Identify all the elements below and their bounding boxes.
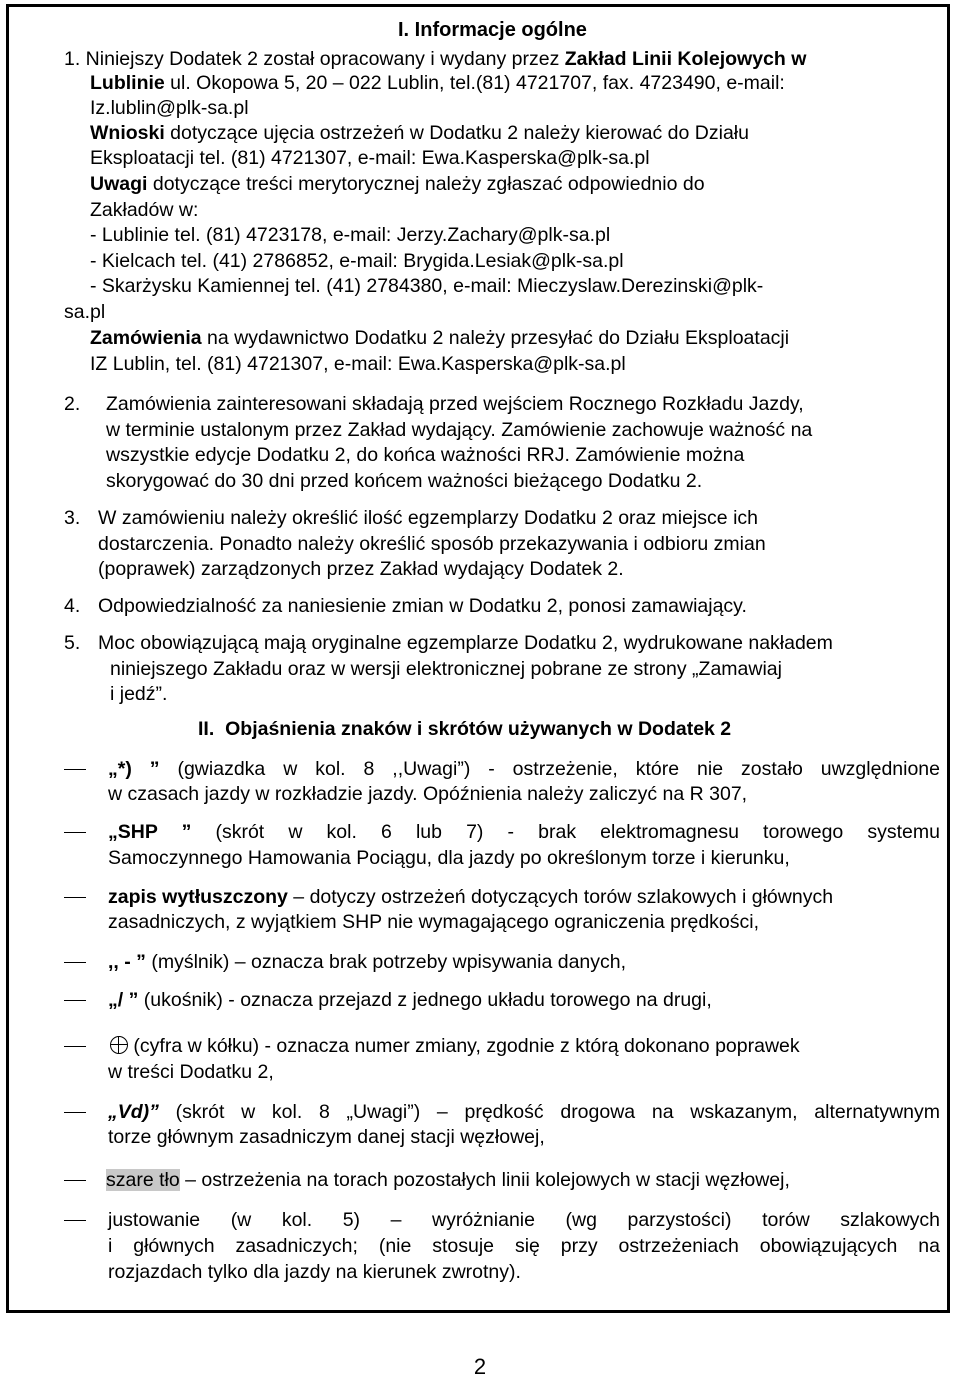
p2-line3: wszystkie edycje Dodatku 2, do końca ważności RRJ. Zamówienie można (106, 444, 745, 466)
p1-line12: Zamówienia na wydawnictwo Dodatku 2 należy przesyłać do Działu Eksploatacji (90, 327, 790, 349)
p1-line4: Wnioski dotyczące ujęcia ostrzeżeń w Dodatku 2 należy kierować do Działu (90, 122, 749, 144)
p5-line2: niniejszego Zakładu oraz w wersji elektronicznej pobrane ze strony „Zamawiaj (110, 658, 782, 680)
item-circle-line1: (cyfra w kółku) - oznacza numer zmiany, zgodnie z którą dokonano poprawek (110, 1034, 800, 1058)
p1-line13: IZ Lublin, tel. (81) 4721307, e-mail: Ewa.Kasperska@plk-sa.pl (90, 353, 626, 375)
p3-line2: dostarczenia. Ponadto należy określić sposób przekazywania i odbioru zmian (98, 533, 766, 555)
section-1-heading: I. Informacje ogólne (398, 19, 587, 41)
p4-number: 4. (64, 595, 81, 617)
bullet-dash (64, 1046, 86, 1047)
item-asterisk-line2: w czasach jazdy w rozkładzie jazdy. Opóźnienia należy zaliczyć na R 307, (108, 783, 748, 805)
item-bold-line2: zasadniczych, z wyjątkiem SHP nie wymagającego ograniczenia prędkości, (108, 911, 760, 933)
item-shp-line1: „SHP ” (skrót w kol. 6 lub 7) - brak elektromagnesu torowego systemu (108, 821, 940, 843)
p2-line4: skorygować do 30 dni przed końcem ważności bieżącego Dodatku 2. (106, 470, 703, 492)
p3-line1: W zamówieniu należy określić ilość egzemplarzy Dodatku 2 oraz miejsce ich (98, 507, 759, 529)
p3-number: 3. (64, 507, 81, 529)
bullet-dash (64, 769, 86, 770)
circle-plus-icon (110, 1036, 128, 1054)
item-gray-line1: szare tło – ostrzeżenia na torach pozostałych linii kolejowych w stacji węzłowej, (106, 1169, 790, 1191)
bullet-dash (64, 832, 86, 833)
p1-line1: 1. Niniejszy Dodatek 2 został opracowany i wydany przez Zakład Linii Kolejowych w (64, 48, 807, 70)
p2-line2: w terminie ustalonym przez Zakład wydający. Zamówienie zachowuje ważność na (106, 419, 813, 441)
bullet-dash (64, 1112, 86, 1113)
p5-line3: i jedź”. (110, 683, 168, 705)
p1-line9: - Kielcach tel. (41) 2786852, e-mail: Brygida.Lesiak@plk-sa.pl (90, 250, 624, 272)
item-justify-line2: i głównych zasadniczych; (nie stosuje się przy ostrzeżeniach obowiązujących na (108, 1235, 940, 1257)
bullet-dash (64, 962, 86, 963)
item-vd-line1: „Vd)” (skrót w kol. 8 „Uwagi”) – prędkość drogowa na wskazanym, alternatywnym (108, 1101, 940, 1123)
p1-email-link[interactable]: Iz.lublin@plk-sa.pl (90, 97, 249, 119)
page-number: 2 (473, 1354, 487, 1379)
p2-line1: Zamówienia zainteresowani składają przed wejściem Rocznego Rozkładu Jazdy, (106, 393, 804, 415)
item-vd-line2: torze głównym zasadniczym danej stacji węzłowej, (108, 1126, 545, 1148)
item-asterisk-line1: „*) ” (gwiazdka w kol. 8 ,,Uwagi”) - ostrzeżenie, które nie zostało uwzględnione (108, 758, 940, 780)
item-shp-line2: Samoczynnego Hamowania Pociągu, dla jazdy po określonym torze i kierunku, (108, 847, 790, 869)
item-justify-line3: rozjazdach tylko dla jazdy na kierunek zwrotny). (108, 1261, 521, 1283)
item-justify-line1: justowanie (w kol. 5) – wyróżnianie (wg parzystości) torów szlakowych (108, 1209, 940, 1231)
bullet-dash (64, 1220, 86, 1221)
p1-line11: sa.pl (64, 301, 106, 323)
p3-line3: (poprawek) zarządzonych przez Zakład wydający Dodatek 2. (98, 558, 624, 580)
bullet-dash (64, 1180, 86, 1181)
p5-line1: Moc obowiązującą mają oryginalne egzemplarze Dodatku 2, wydrukowane nakładem (98, 632, 833, 654)
p1-line5: Eksploatacji tel. (81) 4721307, e-mail: Ewa.Kasperska@plk-sa.pl (90, 147, 650, 169)
p2-number: 2. (64, 393, 81, 415)
p1-line2: Lublinie ul. Okopowa 5, 20 – 022 Lublin, tel.(81) 4721707, fax. 4723490, e-mail: (90, 72, 785, 94)
p1-line10: - Skarżysku Kamiennej tel. (41) 2784380, e-mail: Mieczyslaw.Derezinski@plk- (90, 275, 764, 297)
item-circle-line2: w treści Dodatku 2, (108, 1061, 274, 1083)
p5-number: 5. (64, 632, 81, 654)
section-2-heading: II. Objaśnienia znaków i skrótów używanych w Dodatek 2 (198, 718, 732, 740)
p1-line8: - Lublinie tel. (81) 4723178, e-mail: Jerzy.Zachary@plk-sa.pl (90, 224, 611, 246)
p1-line6: Uwagi dotyczące treści merytorycznej należy zgłaszać odpowiednio do (90, 173, 705, 195)
bullet-dash (64, 1000, 86, 1001)
item-hyphen-line1: ,, - ” (myślnik) – oznacza brak potrzeby wpisywania danych, (108, 951, 627, 973)
item-bold-line1: zapis wytłuszczony – dotyczy ostrzeżeń dotyczących torów szlakowych i głównych (108, 886, 834, 908)
item-slash-line1: „/ ” (ukośnik) - oznacza przejazd z jednego układu torowego na drugi, (108, 989, 712, 1011)
p1-line7: Zakładów w: (90, 199, 199, 221)
bullet-dash (64, 897, 86, 898)
p4-line1: Odpowiedzialność za naniesienie zmian w Dodatku 2, ponosi zamawiający. (98, 595, 747, 617)
